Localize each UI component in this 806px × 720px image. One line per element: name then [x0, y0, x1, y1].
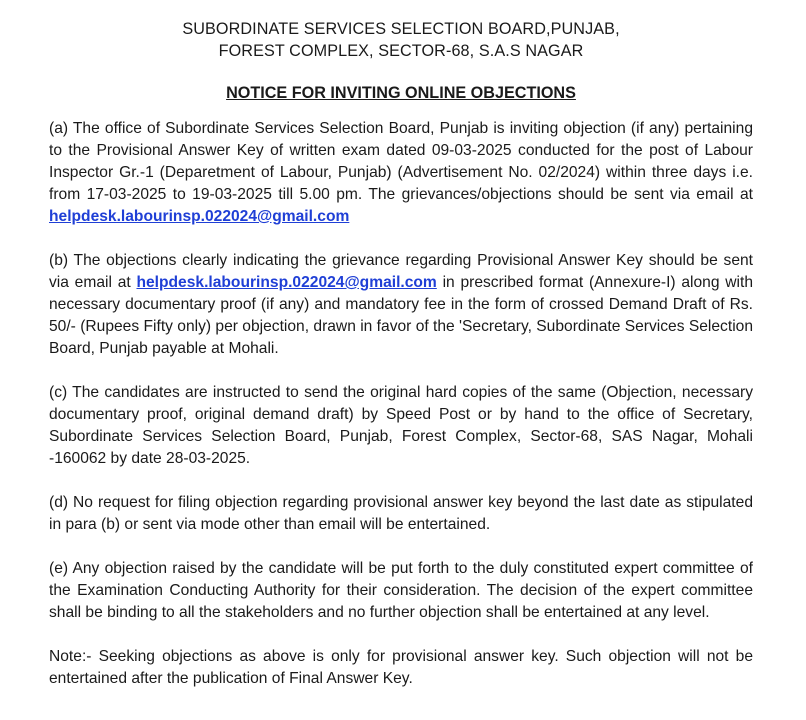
paragraph-a-text: (a) The office of Subordinate Services Selection Board, Punjab is inviting objection (if any) pertaining to the Provisional Answer Key of written exam dated 09-03-2025 conducted for the post of Labour Inspector Gr.-1 (Deparetment of Labour, Punjab) (Advertisement No. 02/2024) within three days i.e. from 17-03-2025 to 19-03-2025 till 5.00 pm. The grievances/objections should be sent via email at: [49, 120, 753, 203]
header-line-1: SUBORDINATE SERVICES SELECTION BOARD,PUNJAB,: [182, 20, 620, 38]
paragraph-b: [49, 250, 753, 360]
notice-title: [49, 82, 753, 104]
paragraph-c: (c) The candidates are instructed to send the original hard copies of the same (Objection, necessary documentary proof, original demand draft) by Speed Post or by hand to the office of Secretary, Subordinate Services Selection Board, Punjab, Forest Complex, Sector-68, SAS Nagar, Mohali -160062 by date 28-03-2025.: [49, 384, 753, 467]
paragraph-e: (e) Any objection raised by the candidate will be put forth to the duly constituted expert committee of the Examination Conducting Authority for their consideration. The decision of the expert committee shall be binding to all the stakeholders and no further objection shall be entertained at any level.: [49, 560, 753, 621]
board-header: [49, 18, 753, 62]
email-link-b[interactable]: helpdesk.labourinsp.022024@gmail.com: [136, 274, 437, 291]
email-link-a[interactable]: helpdesk.labourinsp.022024@gmail.com: [49, 208, 350, 225]
note-paragraph: Note:- Seeking objections as above is only for provisional answer key. Such objection will not be entertained after the publication of Final Answer Key.: [49, 648, 753, 687]
paragraph-b-text-1: (b) The objections clearly indicating the grievance regarding Provisional Answer Key should be sent via email at: [49, 252, 753, 291]
paragraph-a: [49, 118, 753, 228]
header-line-2: FOREST COMPLEX, SECTOR-68, S.A.S NAGAR: [218, 42, 584, 60]
notice-title-text: NOTICE FOR INVITING ONLINE OBJECTIONS: [226, 84, 576, 102]
paragraph-b-text-2: in prescribed format (Annexure-I) along with necessary documentary proof (if any) and mandatory fee in the form of crossed Demand Draft of Rs. 50/- (Rupees Fifty only) per objection, drawn in favor of the 'Secretary, Subordinate Services Selection Board, Punjab payable at Mohali.: [49, 274, 754, 357]
paragraph-d: (d) No request for filing objection regarding provisional answer key beyond the last date as stipulated in para (b) or sent via mode other than email will be entertained.: [49, 494, 753, 533]
